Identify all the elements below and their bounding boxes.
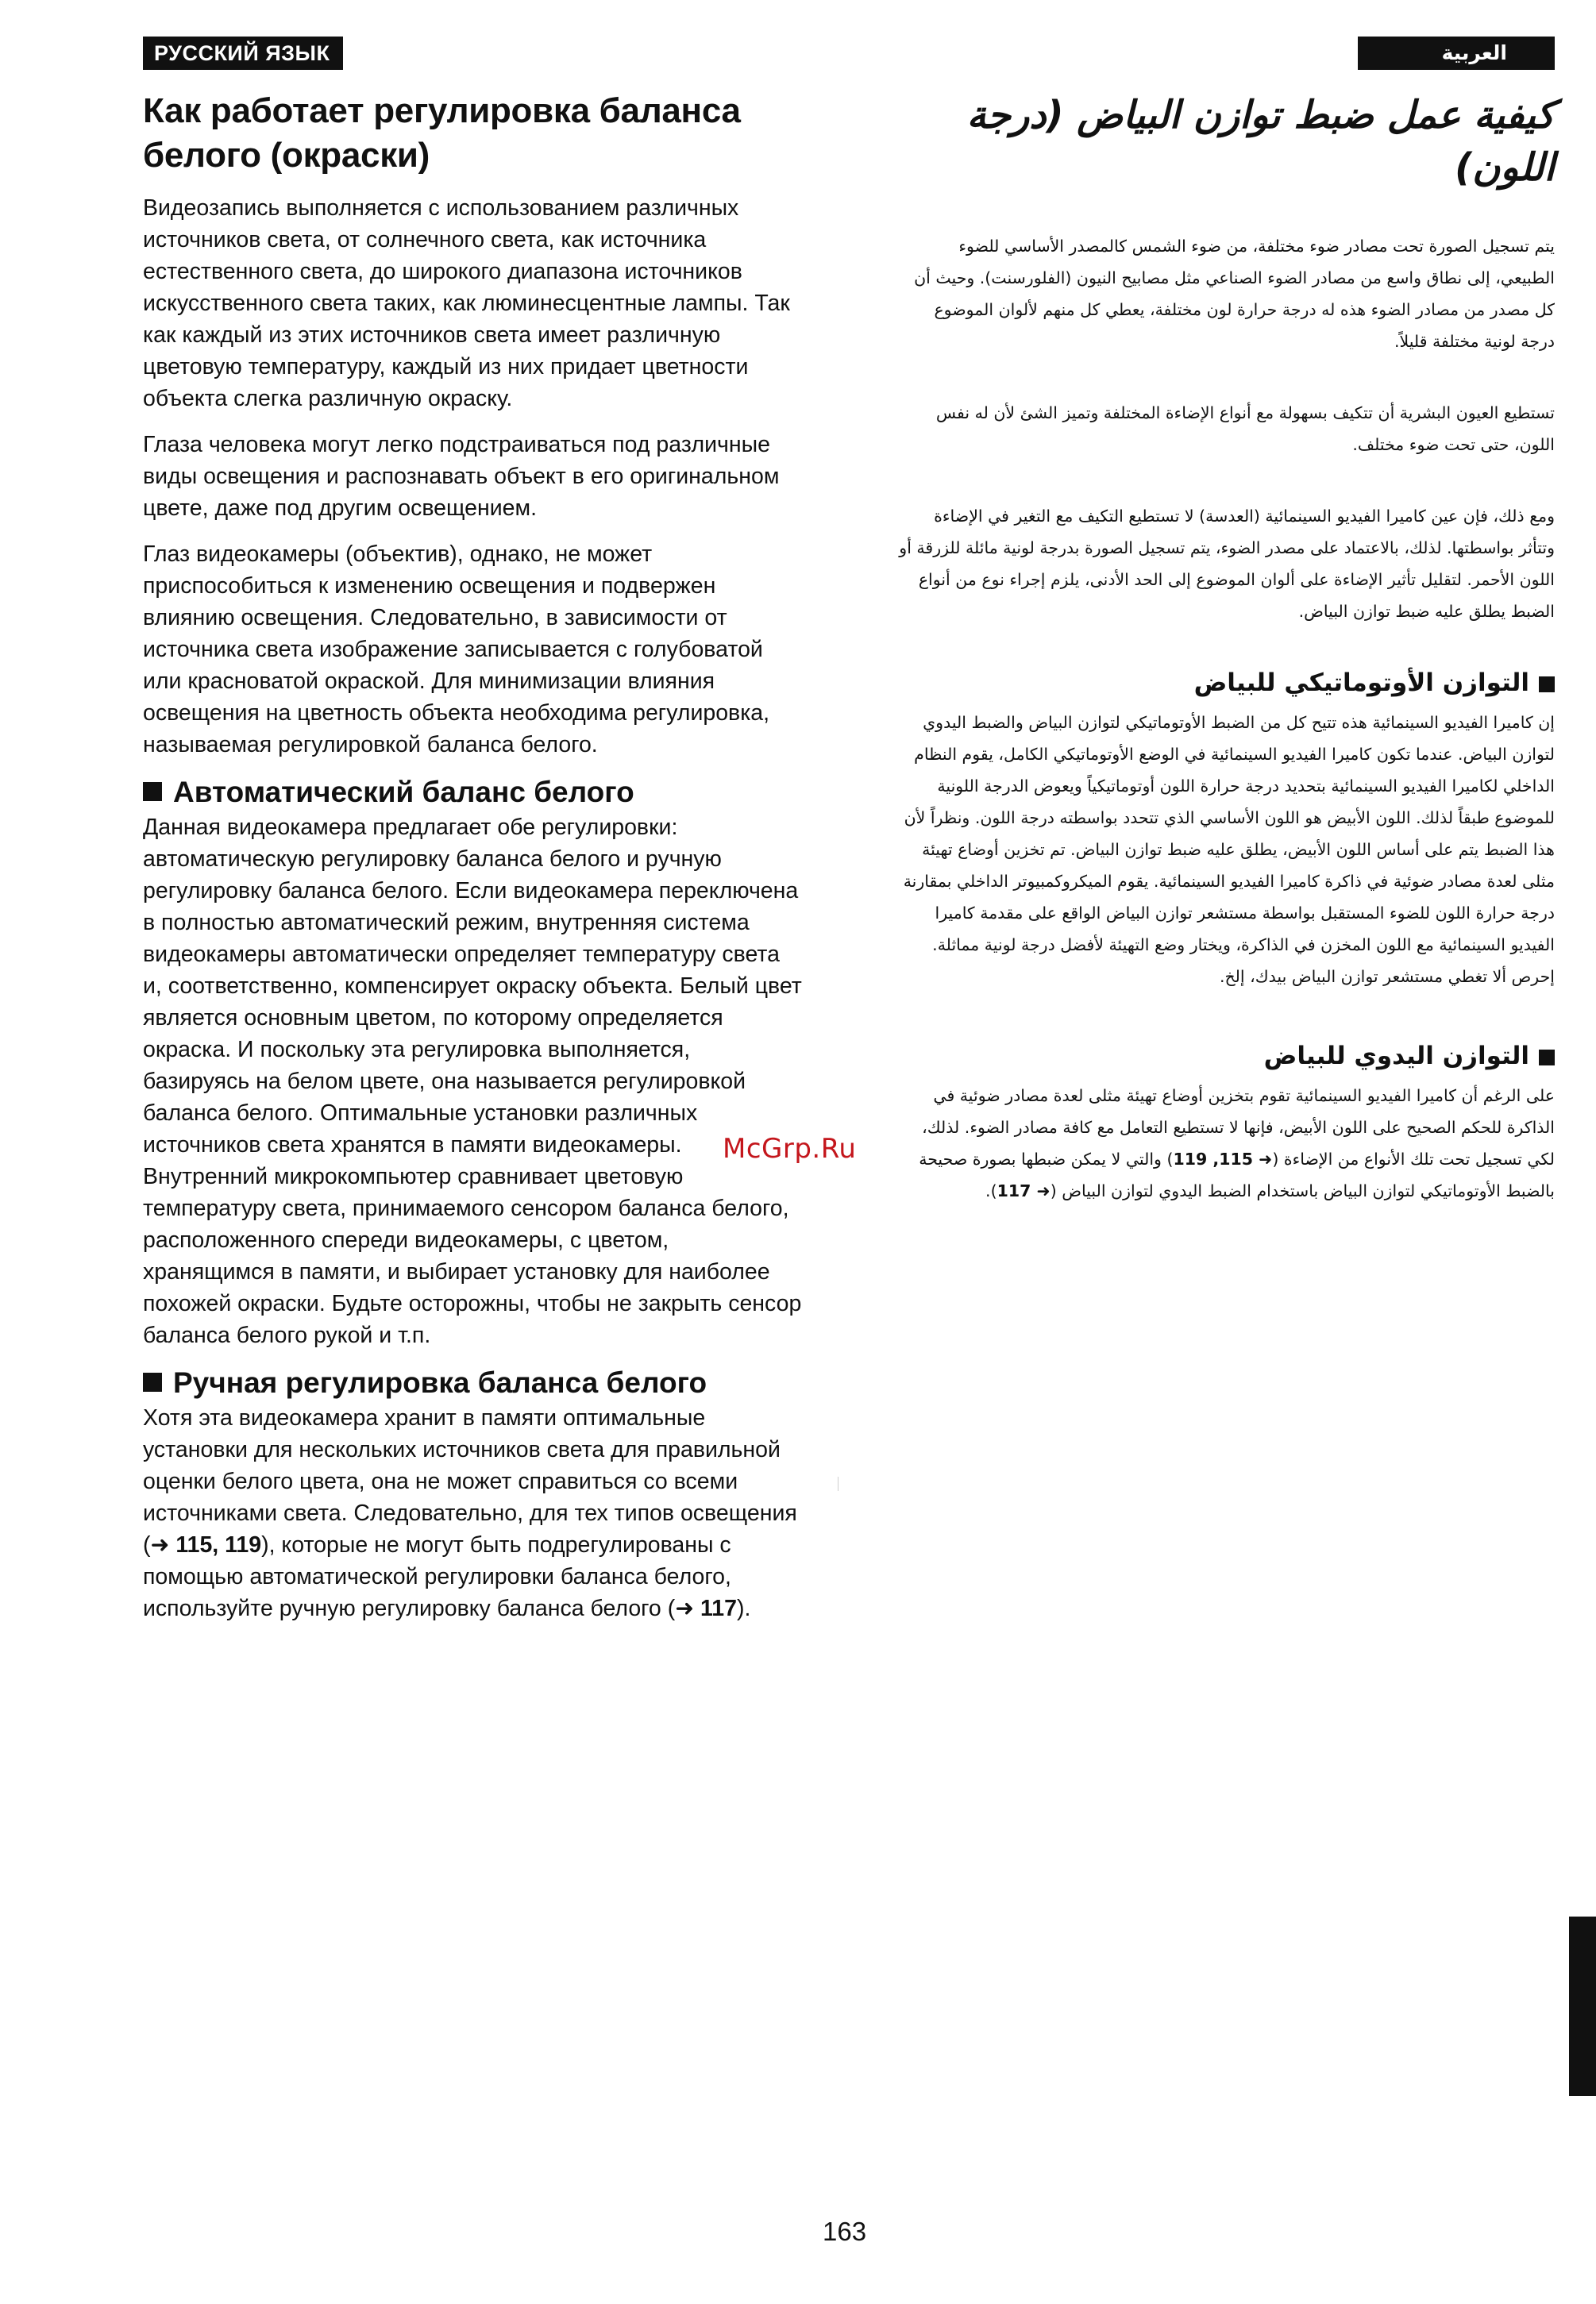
- arrow-right-icon: ➜: [150, 1532, 170, 1558]
- square-bullet-icon: [1539, 676, 1555, 692]
- ar-manual-heading-text: التوازن اليدوي للبياض: [1263, 1042, 1529, 1070]
- ru-auto-heading: [143, 775, 802, 810]
- ru-paragraph-1: Видеозапись выполняется с использованием различных источников света, от солнечного света, как источника естественного света, до широкого диапазона источников искусственного света таких, как люминесцентные лампы. Так как каждый из этих источников света имеет различную цветовую температуру, каждый из них придает цветности объекта слегка различную окраску.: [143, 195, 790, 411]
- square-bullet-icon: [143, 1373, 162, 1392]
- ru-page-ref: 117: [700, 1596, 737, 1621]
- russian-column: [143, 89, 802, 1639]
- ru-manual-heading-text: Ручная регулировка баланса белого: [173, 1366, 707, 1399]
- ar-page-title: كيفية عمل ضبط توازن البياض (درجة اللون): [966, 93, 1555, 190]
- square-bullet-icon: [143, 782, 162, 801]
- ar-page-ref: 117: [997, 1181, 1031, 1200]
- ar-manual-text-part: ).: [985, 1181, 997, 1200]
- arrow-right-icon: ➜: [1259, 1150, 1273, 1169]
- ar-paragraph-3: ومع ذلك، فإن عين كاميرا الفيديو السينمائية (العدسة) لا تستطيع التكيف مع التغير في الإضاءة وتتأثر بواسطتها. لذلك، بالاعتماد على مصدر الضوء، يتم تسجيل الصورة بدرجة لونية مائلة للزرقة أو اللون الأحمر. لتقليل تأثير الإضاءة على ألوان الموضوع إلى الحد الأدنى، يلزم إجراء نوع من أنواع الضبط يطلق عليه ضبط توازن البياض.: [899, 507, 1555, 621]
- ar-auto-text: إن كاميرا الفيديو السينمائية هذه تتيح كل من الضبط الأوتوماتيكي لتوازن البياض والضبط اليدوي لتوازن البياض. عندما تكون كاميرا الفيديو السينمائية في الوضع الأوتوماتيكي الكامل، يقوم النظام الداخلي لكاميرا الفيديو السينمائية بتحديد درجة حرارة اللون أوتوماتيكياً ويعوض الدرجة اللونية للموضوع طبقاً لذلك. اللون الأبيض هو اللون الأساسي الذي تتحدد بواسطته درجة اللون. ونظراً لأن هذا الضبط يتم على أساس اللون الأبيض، يطلق عليه ضبط توازن البياض. تم تخزين أوضاع تهيئة مثلى لعدة مصادر ضوئية في ذاكرة كاميرا الفيديو السينمائية. يقوم الميكروكمبيوتر الداخلي بمقارنة درجة حرارة اللون للضوء المستقبل بواسطة مستشعر توازن البياض الواقع على مقدمة كاميرا الفيديو السينمائية مع اللون المخزن في الذاكرة، ويختار وضع التهيئة لأفضل درجة لونية مماثلة. إحرص ألا تغطي مستشعر توازن البياض بيدك، إلخ.: [903, 713, 1555, 986]
- russian-language-tab: РУССКИЙ ЯЗЫК: [143, 37, 343, 70]
- ru-page-ref: 115, 119: [175, 1532, 262, 1558]
- ru-manual-text-part: Хотя эта видеокамера хранит в памяти оптимальные установки для нескольких источников света для правильной оценки белого цвета, она не может справиться со всеми источниками света. Следовательно, для тех типов освещения (: [143, 1405, 797, 1558]
- edge-index-tab: [1569, 1917, 1596, 2096]
- ru-auto-text: Данная видеокамера предлагает обе регулировки: автоматическую регулировку баланса белого и ручную регулировку баланса белого. Если видеокамера переключена в полностью автоматический режим, внутренняя система видеокамеры автоматически определяет температуру света и, соответственно, компенсирует окраску объекта. Белый цвет является основным цветом, по которому определяется окраска. И поскольку эта регулировка выполняется, базируясь на белом цвете, она называется регулировкой баланса белого. Оптимальные установки различных источников света хранятся в памяти видеокамеры. Внутренний микрокомпьютер сравнивает цветовую температуру света, принимаемого сенсором баланса белого, расположенного спереди видеокамеры, с цветом, хранящимся в памяти, и выбирает установку для наиболее похожей окраски. Будьте осторожны, чтобы не закрыть сенсор баланса белого рукой и т.п.: [143, 815, 802, 1348]
- ar-auto-heading-text: التوازن الأوتوماتيكي للبياض: [1193, 668, 1529, 697]
- ar-paragraph-1: يتم تسجيل الصورة تحت مصادر ضوء مختلفة، من ضوء الشمس كالمصدر الأساسي للضوء الطبيعي، إلى نطاق واسع من مصادر الضوء الصناعي مثل مصابيح النيون (الفلورسنت). وحيث أن كل مصدر من مصادر الضوء هذه له درجة حرارة لون مختلفة، يعطي كل منهم لألوان الموضوع درجة لونية مختلفة قليلاً.: [914, 237, 1555, 351]
- ar-manual-text-part: على الرغم أن كاميرا الفيديو السينمائية تقوم بتخزين أوضاع تهيئة مثلى لعدة مصادر ضوئية في الذاكرة للحكم الصحيح على اللون الأبيض، فإنها لا تستطيع التعامل مع كافة مصادر الضوء. لذلك، لكي تسجيل تحت تلك الأنواع من الإضاءة (: [922, 1086, 1555, 1169]
- ar-manual-text-part: ) والتي لا يمكن ضبطها بصورة صحيحة بالضبط الأوتوماتيكي لتوازن البياض باستخدام الضبط اليدوي لتوازن البياض (: [919, 1150, 1555, 1200]
- ar-manual-text: [897, 1080, 1555, 1207]
- arrow-right-icon: ➜: [1036, 1181, 1051, 1200]
- ar-paragraph-2: تستطيع العيون البشرية أن تتكيف بسهولة مع أنواع الإضاءة المختلفة وتميز الشئ لأن له نفس اللون، حتى تحت ضوء مختلف.: [935, 403, 1555, 454]
- arabic-language-tab: العربية: [1358, 37, 1555, 70]
- watermark: McGrp.Ru: [723, 1133, 857, 1165]
- arrow-right-icon: ➜: [675, 1596, 695, 1621]
- ru-page-title: Как работает регулировка баланса белого (окраски): [143, 91, 741, 175]
- ru-manual-text-part: ).: [737, 1596, 751, 1621]
- page-number: 163: [823, 2217, 867, 2246]
- square-bullet-icon: [1539, 1050, 1555, 1065]
- ru-manual-text-part: ), которые не могут быть подрегулированы с помощью автоматической регулировки баланса белого, используйте ручную регулировку баланса белого (: [143, 1532, 731, 1621]
- ru-manual-heading: [143, 1366, 802, 1401]
- ru-paragraph-2: Глаза человека могут легко подстраиваться под различные виды освещения и распознавать объект в его оригинальном цвете, даже под другим освещением.: [143, 432, 780, 521]
- ru-paragraph-3: Глаз видеокамеры (объектив), однако, не может приспособиться к изменению освещения и подвержен влиянию освещения. Следовательно, в зависимости от источника света изображение записывается с голубоватой или красноватой окраской. Для минимизации влияния освещения на цветность объекта необходима регулировка, называемая регулировкой баланса белого.: [143, 541, 770, 757]
- ar-auto-heading: [897, 667, 1555, 699]
- ar-manual-heading: [897, 1040, 1555, 1072]
- ru-manual-text: [143, 1402, 802, 1624]
- ar-page-ref: 115, 119: [1173, 1150, 1253, 1169]
- ru-auto-heading-text: Автоматический баланс белого: [173, 776, 634, 808]
- arabic-column: [897, 89, 1555, 1246]
